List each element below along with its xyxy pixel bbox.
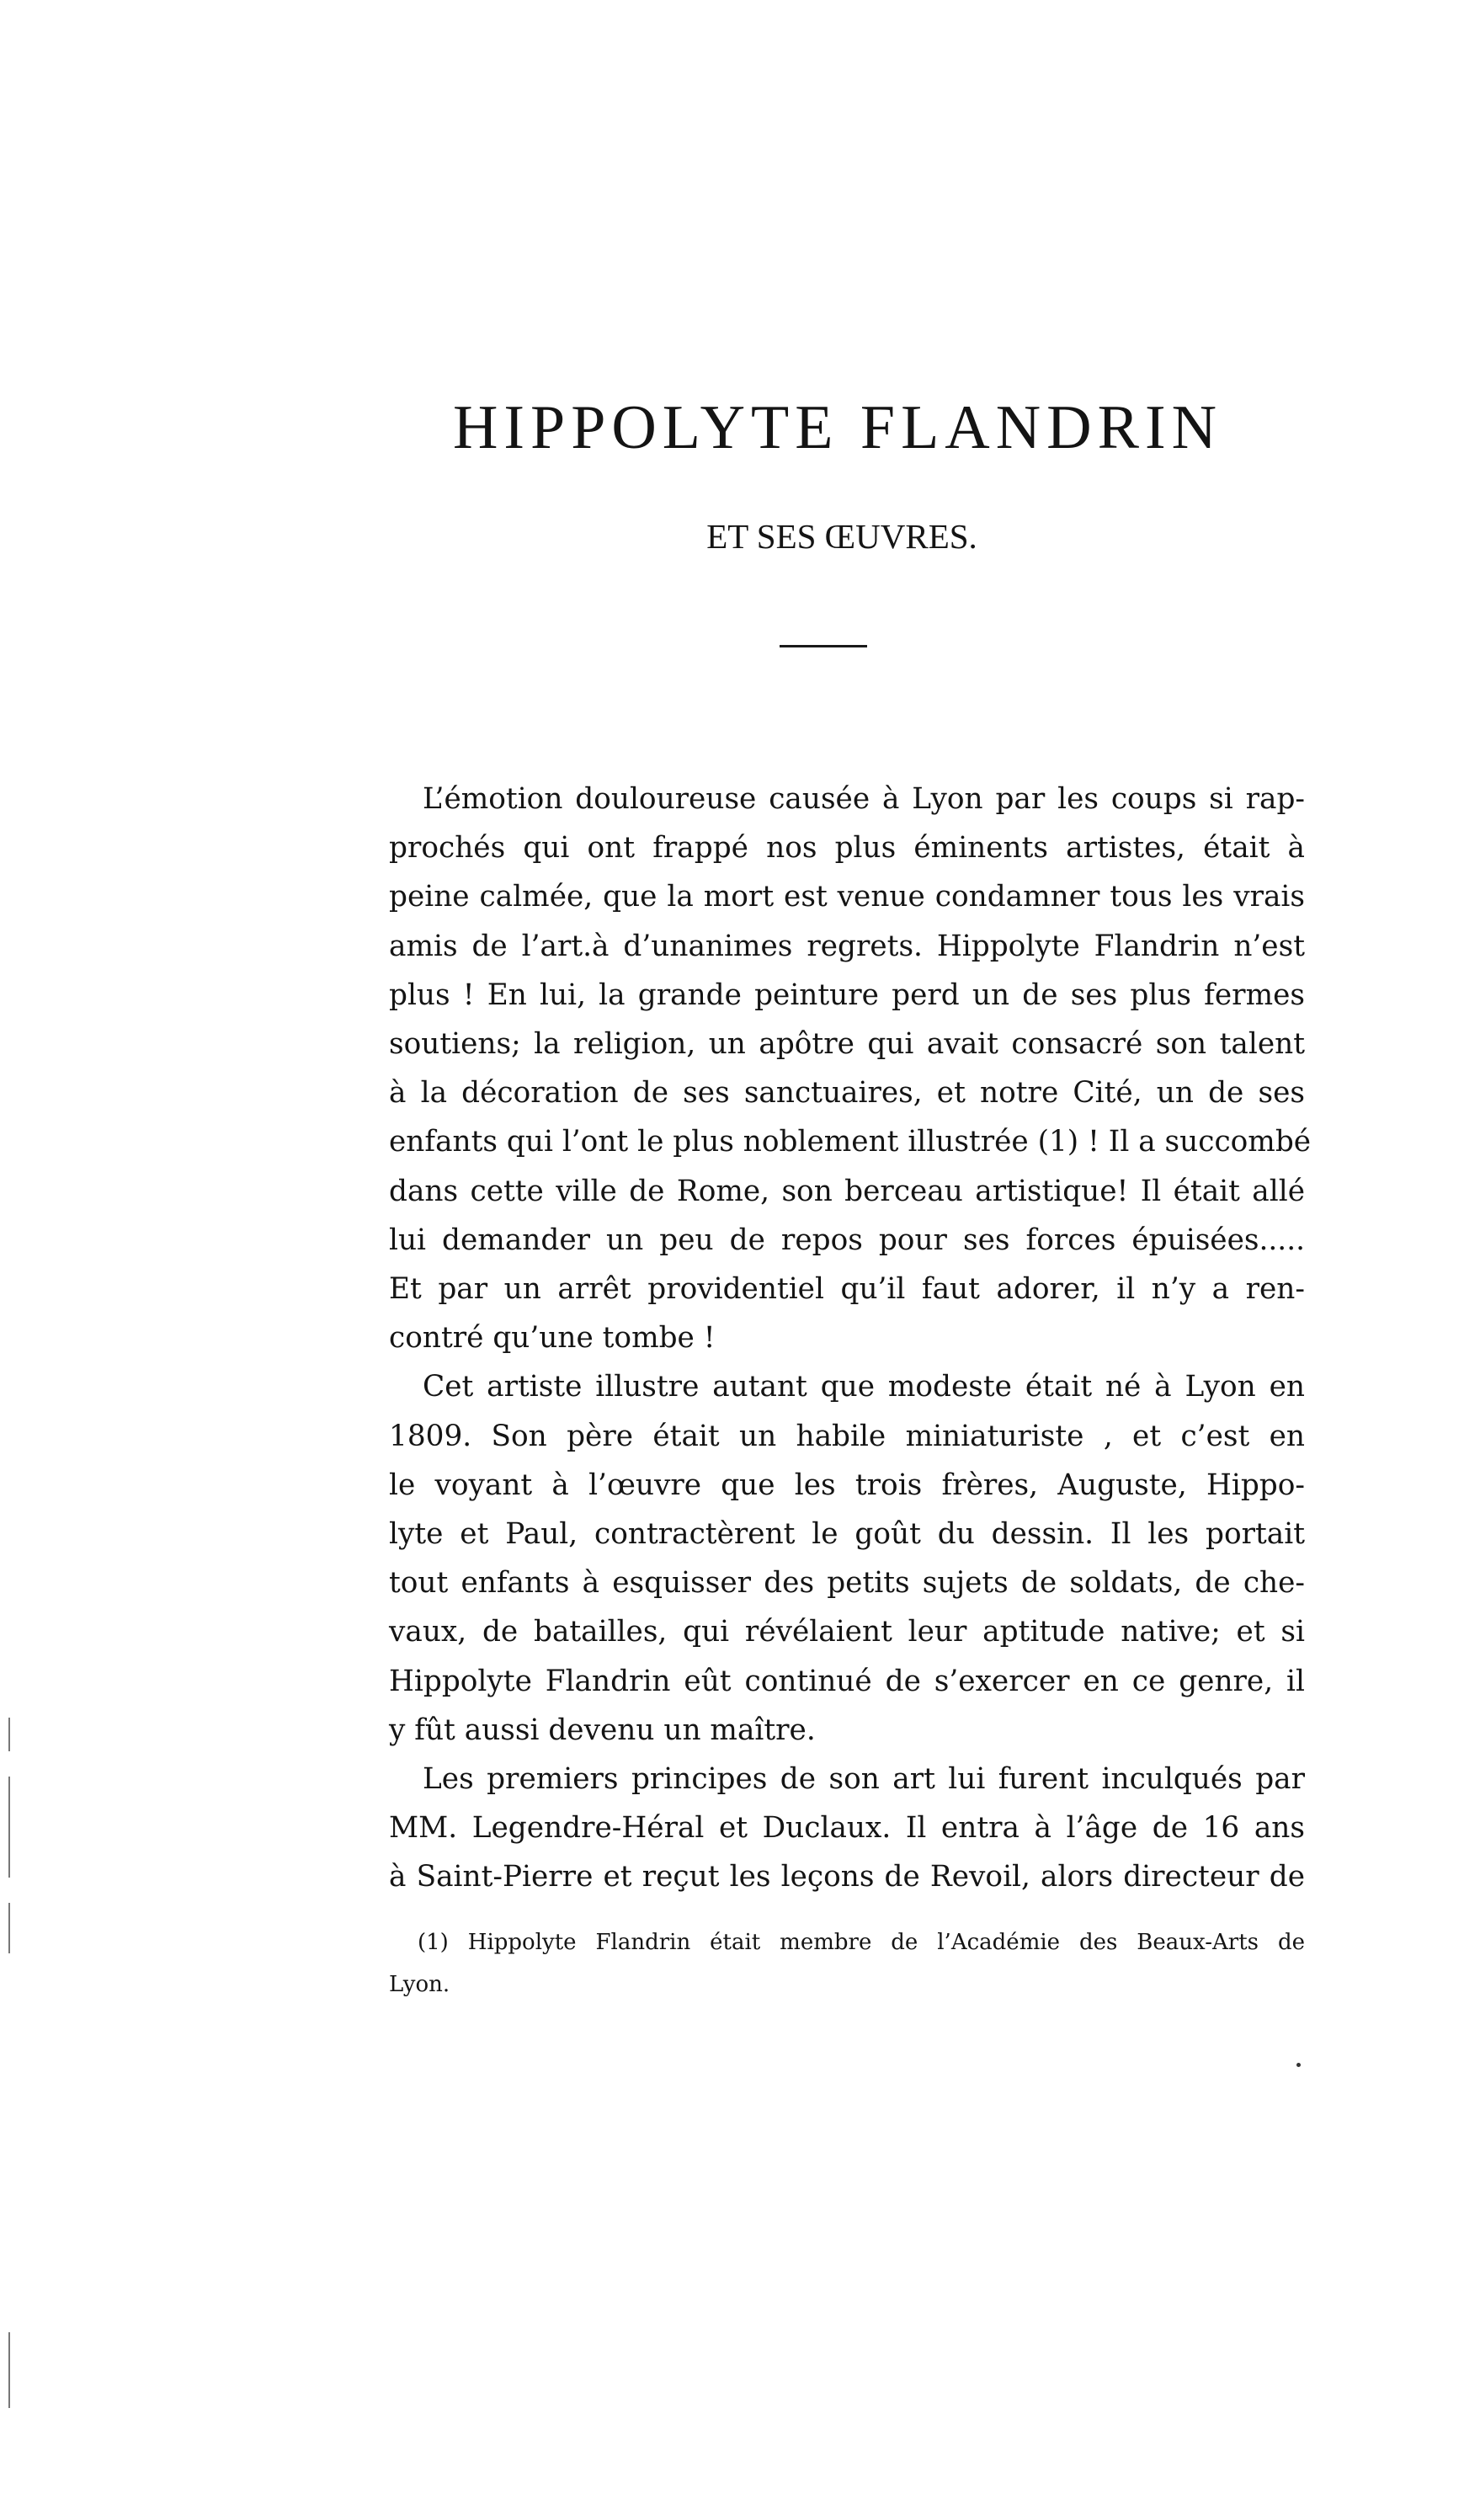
paragraph xyxy=(389,775,1312,1362)
body-text xyxy=(389,775,1312,1902)
text-line: Les premiers principes de son art lui furent inculqués par xyxy=(423,1762,1305,1797)
text-line: soutiens; la religion, un apôtre qui avait consacré son talent xyxy=(389,1027,1305,1062)
text-line: contré qu’une tombe ! xyxy=(389,1321,716,1356)
text-line: peine calmée, que la mort est venue condamner tous les vrais xyxy=(389,880,1305,914)
text-line: y fût aussi devenu un maître. xyxy=(389,1713,816,1747)
footnote-line: Lyon. xyxy=(389,1972,450,1997)
paragraph xyxy=(389,1755,1305,1902)
text-line: prochés qui ont frappé nos plus éminents artistes, était à xyxy=(389,831,1305,866)
text-line: à Saint-Pierre et reçut les leçons de Revoil, alors directeur de xyxy=(389,1860,1305,1894)
scan-mark xyxy=(8,1903,10,1953)
text-line: tout enfants à esquisser des petits sujets de soldats, de che- xyxy=(389,1566,1305,1601)
text-line: plus ! En lui, la grande peinture perd un de ses plus fermes xyxy=(389,978,1305,1012)
text-line: Cet artiste illustre autant que modeste était né à Lyon en xyxy=(423,1370,1305,1404)
text-line: Hippolyte Flandrin eût continué de s’exercer en ce genre, il xyxy=(389,1664,1305,1698)
text-line: L’émotion douloureuse causée à Lyon par les coups si rap- xyxy=(423,782,1305,816)
text-line: lui demander un peu de repos pour ses forces épuisées..... xyxy=(389,1223,1305,1257)
text-line: vaux, de batailles, qui révélaient leur aptitude native; et si xyxy=(389,1615,1305,1649)
scan-mark xyxy=(8,1777,10,1878)
title-rule xyxy=(780,645,867,647)
text-line: dans cette ville de Rome, son berceau artistique! Il était allé xyxy=(389,1174,1305,1208)
text-line: enfants qui l’ont le plus noblement illustrée (1) ! Il a succombé xyxy=(389,1125,1312,1159)
page-title: HIPPOLYTE FLANDRIN xyxy=(452,393,1223,462)
footnote-line: (1) Hippolyte Flandrin était membre de l’Académie des Beaux-Arts de xyxy=(418,1930,1305,1955)
text-line: Et par un arrêt providentiel qu’il faut adorer, il n’y a ren- xyxy=(389,1272,1305,1307)
scan-mark xyxy=(1296,2063,1301,2067)
text-line: lyte et Paul, contractèrent le goût du dessin. Il les portait xyxy=(389,1517,1305,1552)
text-line: 1809. Son père était un habile miniaturiste , et c’est en xyxy=(389,1419,1305,1453)
text-line: le voyant à l’œuvre que les trois frères, Auguste, Hippo- xyxy=(389,1468,1305,1502)
text-line: amis de l’art.à d’unanimes regrets. Hippolyte Flandrin n’est xyxy=(389,929,1305,963)
page-subtitle: ET SES ŒUVRES. xyxy=(706,517,977,556)
scan-mark xyxy=(8,1718,10,1751)
paragraph xyxy=(389,1362,1305,1755)
footnote xyxy=(389,1921,1305,2006)
scan-mark xyxy=(8,2332,10,2408)
text-line: MM. Legendre-Héral et Duclaux. Il entra à l’âge de 16 ans xyxy=(389,1811,1305,1846)
text-line: à la décoration de ses sanctuaires, et notre Cité, un de ses xyxy=(389,1076,1305,1111)
